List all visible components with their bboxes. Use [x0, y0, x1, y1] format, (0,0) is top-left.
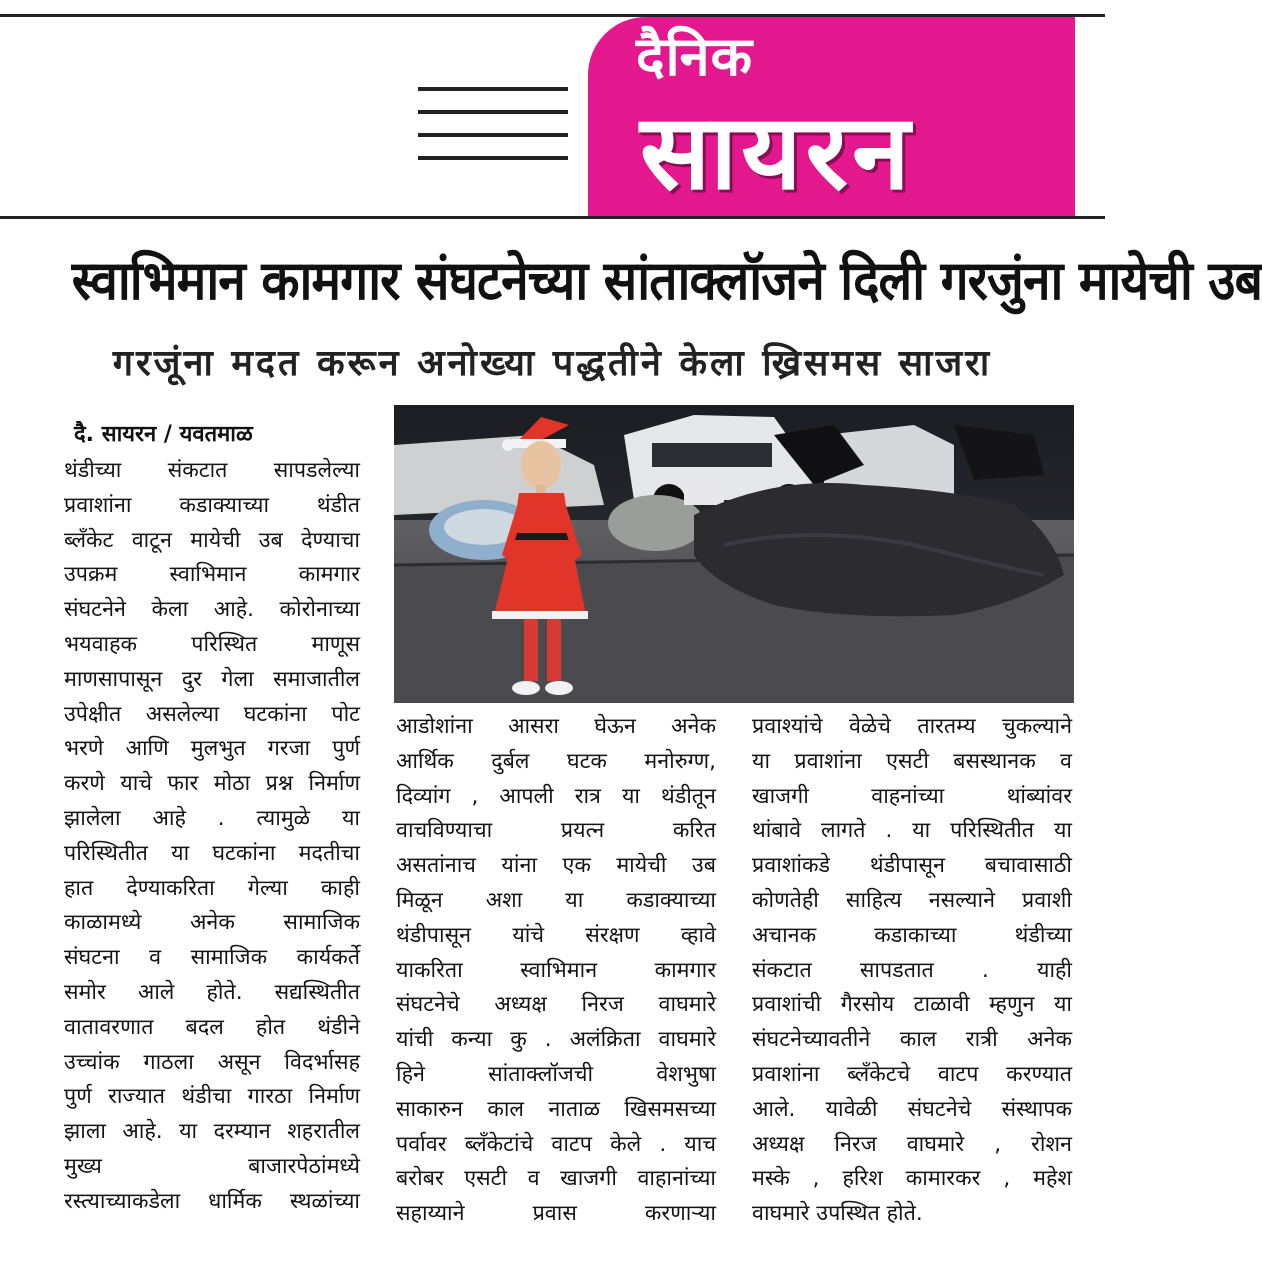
article-line: प्रवाशांची गैरसोय टाळावी म्हणुन या: [752, 992, 1072, 1018]
article-photo: [394, 405, 1074, 703]
subheadline: गरजूंना मदत करून अनोख्या पद्धतीने केला ख्रिसमस साजरा: [112, 343, 993, 384]
article-column-3: [752, 710, 1072, 1232]
article-line: माणसापासून दुर गेला समाजातील: [64, 666, 360, 692]
article-line: या प्रवाशांना एसटी बसस्थानक व: [752, 748, 1072, 774]
article-column-2: [396, 710, 716, 1232]
article-line: पुर्ण राज्यात थंडीचा गारठा निर्माण: [64, 1084, 360, 1110]
article-line: संघटनेचे अध्यक्ष निरज वाघमारे: [396, 992, 716, 1018]
article-line: उपक्रम स्वाभिमान कामगार: [64, 562, 360, 588]
santa-girl-photo: [394, 405, 1074, 703]
article-line: आर्थिक दुर्बल घटक मनोरुग्ण,: [396, 748, 716, 774]
article-line: भयवाहक परिस्थित माणूस: [64, 631, 360, 657]
article-line: उच्चांक गाठला असून विदर्भासह: [64, 1049, 360, 1075]
article-line: अध्यक्ष निरज वाघमारे , रोशन: [752, 1131, 1072, 1157]
article-line: खाजगी वाहनांच्या थांब्यांवर: [752, 783, 1072, 809]
masthead-bottom-rule: [0, 216, 1105, 219]
article-line: संघटनेने केला आहे. कोरोनाच्या: [64, 597, 360, 623]
article-line: दिव्यांग , आपली रात्र या थंडीतून: [396, 783, 716, 809]
article-column-1: [64, 454, 360, 1220]
article-line: भरणे आणि मुलभुत गरजा पुर्ण: [64, 736, 360, 762]
article-line: सहाय्याने प्रवास करणाऱ्या: [396, 1201, 716, 1227]
masthead-rule: [418, 133, 568, 137]
article-line: करणे याचे फार मोठा प्रश्न निर्माण: [64, 771, 360, 797]
dateline: दै. सायरन / यवतमाळ: [74, 422, 253, 447]
article-line: यांची कन्या कु . अलंक्रिता वाघमारे: [396, 1027, 716, 1053]
article-line: थांबावे लागते . या परिस्थितीत या: [752, 818, 1072, 844]
article-line: झाला आहे. या दरम्यान शहरातील: [64, 1119, 360, 1145]
article-line: संकटात सापडतात . याही: [752, 957, 1072, 983]
article-line: प्रवाशांकडे थंडीपासून बचावासाठी: [752, 853, 1072, 879]
article-line: संघटनेच्यावतीने काल रात्री अनेक: [752, 1027, 1072, 1053]
article-line: असतांनाच यांना एक मायेची उब: [396, 853, 716, 879]
article-line: उपेक्षीत असलेल्या घटकांना पोट: [64, 701, 360, 727]
article-line: कोणतेही साहित्य नसल्याने प्रवाशी: [752, 887, 1072, 913]
article-line: मुख्य बाजारपेठांमध्ये: [64, 1153, 360, 1179]
article-line: परिस्थितीत या घटकांना मदतीचा: [64, 840, 360, 866]
article-line: संघटना व सामाजिक कार्यकर्ते: [64, 945, 360, 971]
article-line: झालेला आहे . त्यामुळे या: [64, 805, 360, 831]
article-line: पर्वावर ब्लँकेटांचे वाटप केले . याच: [396, 1131, 716, 1157]
article-line: थंडीच्या संकटात सापडलेल्या: [64, 458, 360, 483]
article-line: प्रवाश्यांचे वेळेचे तारतम्य चुकल्याने: [752, 714, 1072, 739]
article-line: याकरिता स्वाभिमान कामगार: [396, 957, 716, 983]
headline: स्वाभिमान कामगार संघटनेच्या सांताक्लॉजने दिली गरजुंना मायेची उब: [71, 249, 1262, 312]
logo-text-small: दैनिक: [636, 25, 754, 88]
article-line: बरोबर एसटी व खाजगी वाहानांच्या: [396, 1166, 716, 1192]
article-line: आडोशांना आसरा घेऊन अनेक: [396, 714, 716, 739]
article-line: प्रवाशांना कडाक्याच्या थंडीत: [64, 492, 360, 518]
article-line: मस्के , हरिश कामारकर , महेश: [752, 1166, 1072, 1192]
article-line: वाघमारे उपस्थित होते.: [752, 1201, 923, 1227]
article-line: वाचविण्याचा प्रयत्न करित: [396, 818, 716, 844]
article-line: आले. यावेळी संघटनेचे संस्थापक: [752, 1096, 1072, 1122]
masthead-rule: [418, 110, 568, 114]
article-line: प्रवाशांना ब्लँकेटचे वाटप करण्यात: [752, 1061, 1072, 1087]
article-line: काळामध्ये अनेक सामाजिक: [64, 910, 360, 936]
article-line: अचानक कडाकाच्या थंडीच्या: [752, 922, 1072, 948]
masthead-rule: [418, 156, 568, 160]
article-line: समोर आले होते. सद्यस्थितीत: [64, 979, 360, 1005]
masthead-rule: [418, 87, 568, 91]
article-line: मिळून अशा या कडाक्याच्या: [396, 887, 716, 913]
logo-text-big: सायरन: [640, 91, 914, 213]
article-line: साकारुन काल नाताळ खिसमसच्या: [396, 1096, 716, 1122]
article-line: वातावरणात बदल होत थंडीने: [64, 1014, 360, 1040]
article-line: हात देण्याकरिता गेल्या काही: [64, 875, 360, 901]
article-line: रस्त्याच्याकडेला धार्मिक स्थळांच्या: [64, 1188, 360, 1214]
article-line: हिने सांताक्लॉजची वेशभुषा: [396, 1061, 716, 1087]
article-line: ब्लँकेट वाटून मायेची उब देण्याचा: [64, 527, 360, 553]
article-line: थंडीपासून यांचे संरक्षण व्हावे: [396, 922, 716, 948]
